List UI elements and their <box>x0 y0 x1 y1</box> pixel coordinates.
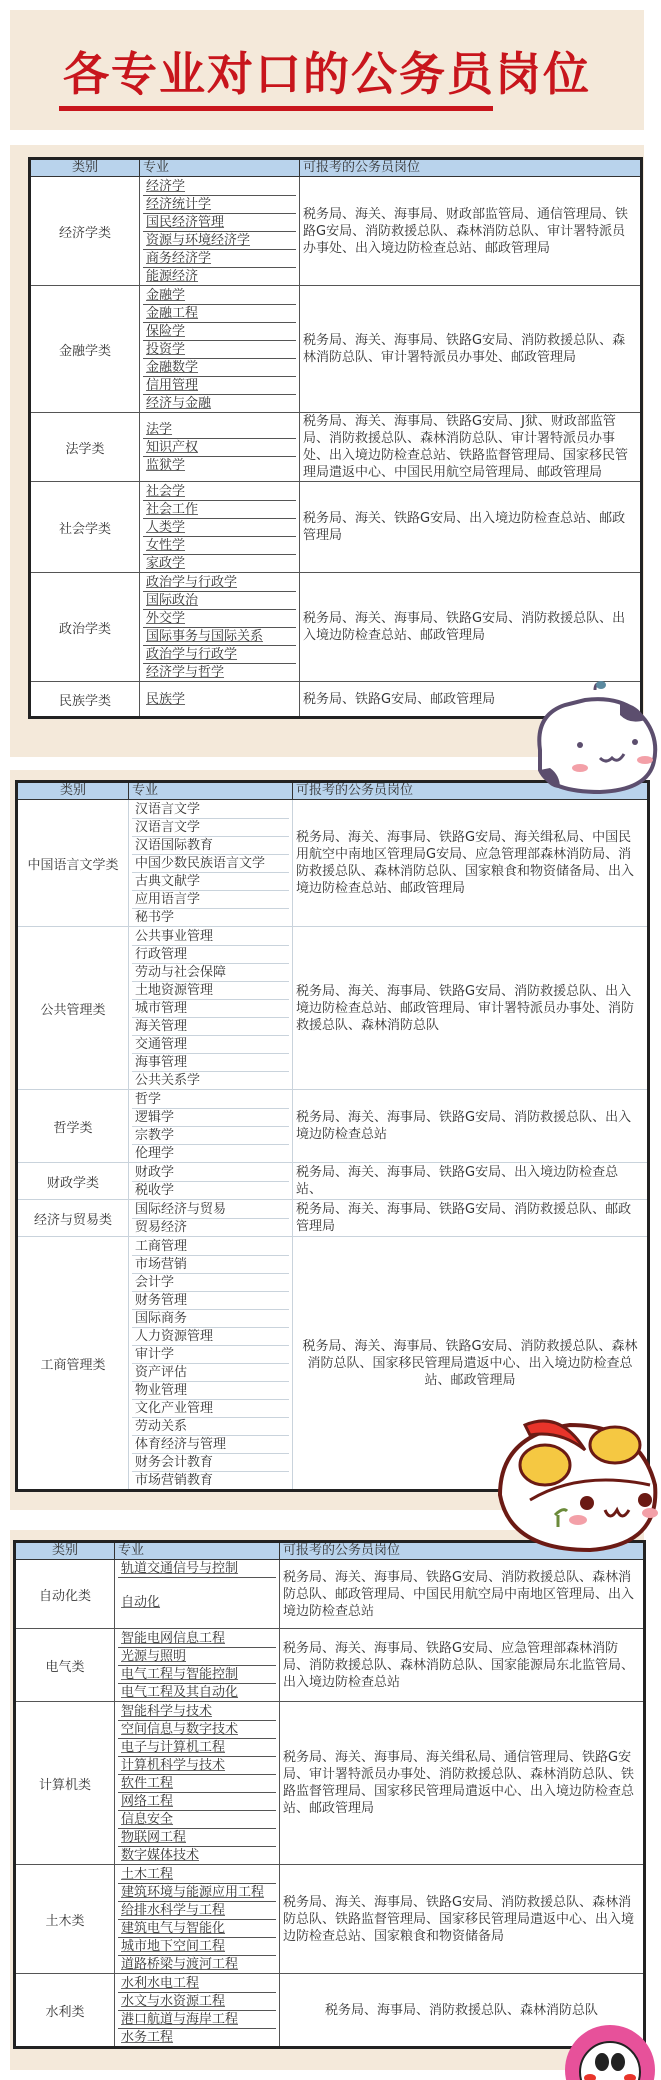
col-header-major: 专业 <box>115 1542 280 1560</box>
category-cell: 经济与贸易类 <box>17 1200 129 1237</box>
table-row <box>17 800 649 927</box>
table-row <box>15 1629 645 1702</box>
major-item: 财政学 <box>132 1164 289 1182</box>
major-item: 智能电网信息工程 <box>118 1630 276 1648</box>
major-item: 海关管理 <box>132 1018 289 1036</box>
category-cell: 政治学类 <box>30 573 140 682</box>
positions-cell: 税务局、铁路G安局、邮政管理局 <box>300 682 642 718</box>
major-item: 电子与计算机工程 <box>118 1739 276 1757</box>
major-list <box>132 1238 289 1489</box>
majors-cell <box>140 482 300 573</box>
major-item: 劳动关系 <box>132 1418 289 1436</box>
majors-cell <box>115 1702 280 1865</box>
major-item: 网络工程 <box>118 1793 276 1811</box>
major-item: 交通管理 <box>132 1036 289 1054</box>
major-item: 汉语言文学 <box>132 819 289 837</box>
major-item: 数字媒体技术 <box>121 1847 200 1863</box>
table-row <box>17 1163 649 1200</box>
major-item: 财务管理 <box>132 1292 289 1310</box>
positions-cell: 税务局、海关、海事局、铁路G安局、消防救援总队、出入境边防检查总站、邮政管理局 <box>300 573 642 682</box>
major-item: 物联网工程 <box>118 1829 276 1847</box>
category-cell: 电气类 <box>15 1629 115 1702</box>
title-underline <box>59 106 493 111</box>
major-item: 公共事业管理 <box>132 928 289 946</box>
col-header-major: 专业 <box>140 159 300 177</box>
major-item: 法学 <box>143 421 296 439</box>
table-panel-2 <box>10 770 644 1510</box>
majors-cell <box>115 1560 280 1629</box>
flower-mascot-icon <box>560 2020 661 2080</box>
major-item: 水务工程 <box>121 2029 174 2045</box>
col-header-category: 类别 <box>30 159 140 177</box>
table-row <box>17 1090 649 1163</box>
positions-cell: 税务局、海关、海事局、铁路G安局、消防救援总队、邮政管理局 <box>293 1200 649 1237</box>
major-list <box>118 1866 276 1973</box>
major-item: 逻辑学 <box>132 1109 289 1127</box>
major-item: 国际商务 <box>132 1310 289 1328</box>
major-item: 市场营销 <box>132 1256 289 1274</box>
major-item: 市场营销教育 <box>135 1472 214 1488</box>
positions-cell: 税务局、海关、海事局、铁路G安局、消防救援总队、森林消防总队、铁路监督管理局、国家移民管理局遣返中心、出入境边防检查总站、国家粮食和物资储备局 <box>280 1865 645 1974</box>
positions-cell: 税务局、海关、海事局、铁路G安局、消防救援总队、出入境边防检查总站、邮政管理局、审计署特派员办事处、消防救援总队、森林消防总队 <box>293 927 649 1090</box>
table-row <box>30 177 642 286</box>
major-item: 商务经济学 <box>143 250 296 268</box>
majors-cell <box>129 927 293 1090</box>
major-item: 金融工程 <box>143 305 296 323</box>
majors-cell <box>115 1865 280 1974</box>
majors-cell <box>140 286 300 413</box>
majors-cell <box>129 1237 293 1491</box>
category-cell: 自动化类 <box>15 1560 115 1629</box>
major-item: 文化产业管理 <box>132 1400 289 1418</box>
major-item: 劳动与社会保障 <box>132 964 289 982</box>
table-row <box>30 413 642 482</box>
major-item: 知识产权 <box>143 439 296 457</box>
col-header-major: 专业 <box>129 782 293 800</box>
major-list <box>143 483 296 572</box>
table-row <box>15 1702 645 1865</box>
majors-cell <box>115 1974 280 2048</box>
major-item: 人力资源管理 <box>132 1328 289 1346</box>
major-item: 投资学 <box>143 341 296 359</box>
major-item: 宗教学 <box>132 1127 289 1145</box>
major-item: 电气工程与智能控制 <box>118 1666 276 1684</box>
col-header-category: 类别 <box>15 1542 115 1560</box>
major-item: 家政学 <box>146 555 186 571</box>
major-item: 金融学 <box>143 287 296 305</box>
major-list <box>143 287 296 412</box>
major-item: 城市管理 <box>132 1000 289 1018</box>
major-list <box>143 574 296 681</box>
majors-cell <box>129 1163 293 1200</box>
major-item: 给排水科学与工程 <box>118 1902 276 1920</box>
positions-cell: 税务局、海关、海事局、财政部监管局、通信管理局、铁路G安局、消防救援总队、森林消防总队、审计署特派员办事处、出入境边防检查总站、邮政管理局 <box>300 177 642 286</box>
major-item: 国际政治 <box>143 592 296 610</box>
table-row <box>17 927 649 1090</box>
category-cell: 金融学类 <box>30 286 140 413</box>
major-list <box>143 421 296 474</box>
category-cell: 哲学类 <box>17 1090 129 1163</box>
majors-cell <box>129 1090 293 1163</box>
major-item: 经济学与哲学 <box>146 664 225 680</box>
positions-cell: 税务局、海关、海事局、铁路G安局、出入境边防检查总站、 <box>293 1163 649 1200</box>
major-item: 中国少数民族语言文学 <box>132 855 289 873</box>
major-item: 计算机科学与技术 <box>118 1757 276 1775</box>
major-list <box>143 178 296 285</box>
major-item: 民族学 <box>146 691 186 707</box>
major-item: 智能科学与技术 <box>118 1703 276 1721</box>
major-item: 应用语言学 <box>132 891 289 909</box>
positions-cell: 税务局、海关、铁路G安局、出入境边防检查总站、邮政管理局 <box>300 482 642 573</box>
major-list <box>143 691 296 708</box>
table-row <box>17 1200 649 1237</box>
major-item: 海事管理 <box>132 1054 289 1072</box>
major-item: 外交学 <box>143 610 296 628</box>
major-item: 政治学与行政学 <box>143 574 296 592</box>
positions-cell: 税务局、海关、海事局、铁路G安局、海关缉私局、中国民用航空中南地区管理局G安局、应急管理部森林消防局、消防救援总队、森林消防总队、国家粮食和物资储备局、出入境边防检查总站、邮政管理局 <box>293 800 649 927</box>
major-item: 港口航道与海岸工程 <box>118 2011 276 2029</box>
major-item: 行政管理 <box>132 946 289 964</box>
table-row <box>30 482 642 573</box>
positions-cell: 税务局、海关、海事局、铁路G安局、应急管理部森林消防局、消防救援总队、森林消防总队、国家能源局东北监管局、出入境边防检查总站 <box>280 1629 645 1702</box>
major-item: 道路桥梁与渡河工程 <box>121 1956 239 1972</box>
majors-cell <box>129 1200 293 1237</box>
positions-cell: 税务局、海关、海事局、铁路G安局、消防救援总队、森林消防总队、审计署特派员办事处、邮政管理局 <box>300 286 642 413</box>
table-header-row <box>30 159 642 177</box>
category-cell: 工商管理类 <box>17 1237 129 1491</box>
table-3 <box>13 1540 646 2049</box>
table-panel-1 <box>10 145 644 757</box>
major-item: 秘书学 <box>135 909 175 925</box>
major-item: 国民经济管理 <box>143 214 296 232</box>
major-item: 城市地下空间工程 <box>118 1938 276 1956</box>
majors-cell <box>140 177 300 286</box>
col-header-positions: 可报考的公务员岗位 <box>300 159 642 177</box>
major-item: 土木工程 <box>118 1866 276 1884</box>
majors-cell <box>140 413 300 482</box>
major-item: 资产评估 <box>132 1364 289 1382</box>
positions-cell: 税务局、海关、海事局、铁路G安局、消防救援总队、森林消防总队、国家移民管理局遣返中心、出入境边防检查总站、邮政管理局 <box>293 1237 649 1491</box>
table-row <box>30 286 642 413</box>
title-panel <box>10 10 644 130</box>
major-item: 公共关系学 <box>135 1072 201 1088</box>
major-list <box>118 1630 276 1701</box>
table-1 <box>28 157 643 719</box>
category-cell: 水利类 <box>15 1974 115 2048</box>
major-item: 审计学 <box>132 1346 289 1364</box>
major-item: 自动化 <box>121 1595 161 1610</box>
major-item: 空间信息与数字技术 <box>118 1721 276 1739</box>
category-cell: 公共管理类 <box>17 927 129 1090</box>
major-item: 电气工程及其自动化 <box>121 1684 239 1700</box>
major-item: 工商管理 <box>132 1238 289 1256</box>
major-item: 政治学与行政学 <box>143 646 296 664</box>
major-item: 经济学 <box>143 178 296 196</box>
category-cell: 计算机类 <box>15 1702 115 1865</box>
category-cell: 财政学类 <box>17 1163 129 1200</box>
category-cell: 经济学类 <box>30 177 140 286</box>
major-item: 税收学 <box>135 1182 175 1198</box>
major-item: 保险学 <box>143 323 296 341</box>
major-list <box>132 1164 289 1199</box>
major-list <box>132 801 289 926</box>
major-item: 国际经济与贸易 <box>132 1201 289 1219</box>
major-item: 轨道交通信号与控制 <box>118 1560 276 1578</box>
category-cell: 法学类 <box>30 413 140 482</box>
major-list <box>118 1975 276 2046</box>
table-row <box>30 573 642 682</box>
major-item: 社会工作 <box>143 501 296 519</box>
major-item: 哲学 <box>132 1091 289 1109</box>
major-list <box>132 928 289 1089</box>
table-row <box>15 1560 645 1629</box>
major-list <box>118 1560 276 1628</box>
major-item: 经济与金融 <box>146 395 212 411</box>
majors-cell <box>140 682 300 718</box>
major-item: 金融数学 <box>143 359 296 377</box>
major-item: 水文与水资源工程 <box>118 1993 276 2011</box>
category-cell: 土木类 <box>15 1865 115 1974</box>
major-item: 土地资源管理 <box>132 982 289 1000</box>
majors-cell <box>115 1629 280 1702</box>
major-list <box>132 1201 289 1236</box>
major-item: 资源与环境经济学 <box>143 232 296 250</box>
positions-cell: 税务局、海关、海事局、铁路G安局、消防救援总队、出入境边防检查总站 <box>293 1090 649 1163</box>
major-list <box>118 1703 276 1864</box>
major-item: 监狱学 <box>146 457 186 473</box>
table-panel-3 <box>10 1530 644 2070</box>
major-item: 信息安全 <box>118 1811 276 1829</box>
category-cell: 社会学类 <box>30 482 140 573</box>
majors-cell <box>140 573 300 682</box>
page-title: 各专业对口的公务员岗位 <box>63 47 591 101</box>
chick-mascot-icon <box>490 1405 661 1555</box>
col-header-category: 类别 <box>17 782 129 800</box>
major-item: 汉语言文学 <box>132 801 289 819</box>
major-item: 水利水电工程 <box>118 1975 276 1993</box>
major-item: 会计学 <box>132 1274 289 1292</box>
major-item: 经济统计学 <box>143 196 296 214</box>
major-item: 伦理学 <box>135 1145 175 1161</box>
major-item: 女性学 <box>143 537 296 555</box>
table-2 <box>15 780 650 1492</box>
col-header-positions: 可报考的公务员岗位 <box>280 1542 645 1560</box>
major-item: 建筑电气与智能化 <box>118 1920 276 1938</box>
major-item: 汉语国际教育 <box>132 837 289 855</box>
major-item: 人类学 <box>143 519 296 537</box>
major-item: 物业管理 <box>132 1382 289 1400</box>
category-cell: 民族学类 <box>30 682 140 718</box>
major-item: 贸易经济 <box>135 1219 188 1235</box>
major-item: 光源与照明 <box>118 1648 276 1666</box>
positions-cell: 税务局、海关、海事局、铁路G安局、消防救援总队、森林消防总队、邮政管理局、中国民用航空局中南地区管理局、出入境边防检查总站 <box>280 1560 645 1629</box>
positions-cell: 税务局、海关、海事局、铁路G安局、J狱、财政部监管局、消防救援总队、森林消防总队、审计署特派员办事处、出入境边防检查总站、铁路监督管理局、国家移民管理局遣返中心、中国民用航空局管理局、邮政管理局 <box>300 413 642 482</box>
major-item: 财务会计教育 <box>132 1454 289 1472</box>
major-item: 信用管理 <box>143 377 296 395</box>
major-item: 建筑环境与能源应用工程 <box>118 1884 276 1902</box>
positions-cell: 税务局、海事局、消防救援总队、森林消防总队 <box>280 1974 645 2048</box>
col-header-positions: 可报考的公务员岗位 <box>293 782 649 800</box>
major-item: 体育经济与管理 <box>132 1436 289 1454</box>
major-item: 社会学 <box>143 483 296 501</box>
major-item: 软件工程 <box>118 1775 276 1793</box>
cat-mascot-icon <box>525 680 661 800</box>
category-cell: 中国语言文学类 <box>17 800 129 927</box>
major-item: 国际事务与国际关系 <box>143 628 296 646</box>
table-row <box>15 1865 645 1974</box>
major-list <box>132 1091 289 1162</box>
majors-cell <box>129 800 293 927</box>
table-row <box>15 1974 645 2048</box>
major-item: 古典文献学 <box>132 873 289 891</box>
positions-cell: 税务局、海关、海事局、海关缉私局、通信管理局、铁路G安局、审计署特派员办事处、消防救援总队、森林消防总队、铁路监督管理局、国家移民管理局遣返中心、出入境边防检查总站、邮政管理局 <box>280 1702 645 1865</box>
major-item: 能源经济 <box>146 268 199 284</box>
